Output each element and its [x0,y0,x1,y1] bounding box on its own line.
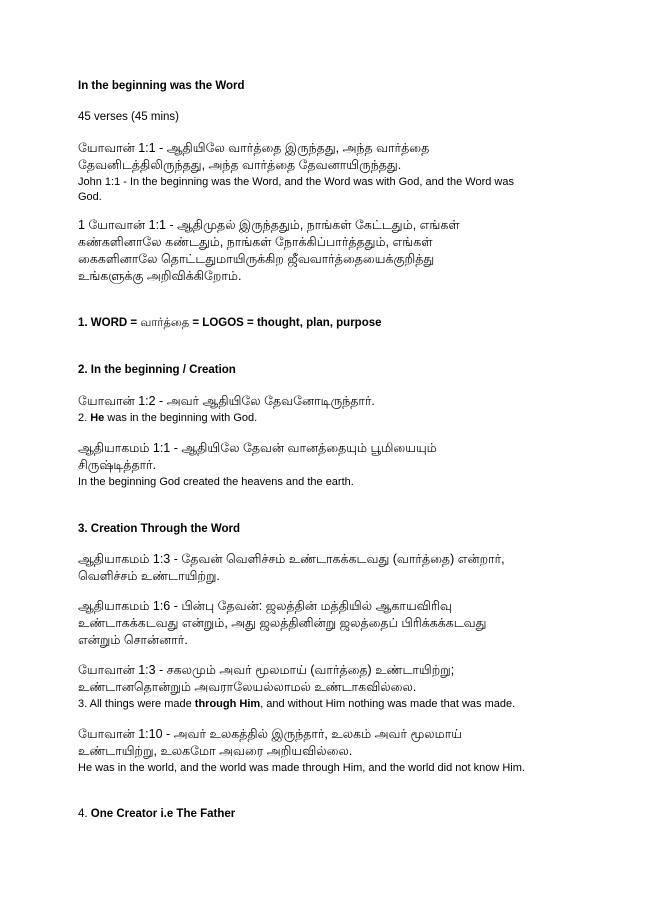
document-title: In the beginning was the Word [78,80,245,92]
heading-suffix: = LOGOS = thought, plan, purpose [189,317,382,329]
verse-tamil-line: ஆதியாகமம் 1:6 - பின்பு தேவன்: ஜலத்தின் மத்தியில் ஆகாயவிரிவு [78,599,452,613]
text-run: 3. All things were made [78,698,195,710]
verse-tamil-line: கண்களினாலே கண்டதும், நாங்கள் நோக்கிப்பார்த்ததும், எங்கள் [78,235,433,249]
section-heading-creation: 3. Creation Through the Word [78,523,241,535]
verse-tamil-line: யோவான் 1:2 - அவர் ஆதியிலே தேவனோடிருந்தார். [78,394,375,408]
verse-english-line: God. [78,191,102,203]
heading-number: 4. [78,808,91,820]
verse-tamil-line: கைகளினாலே தொட்டதுமாயிருக்கிற ஜீவவார்த்தையைக்குறித்து [78,252,435,266]
verse-english-line: He was in the world, and the world was made through Him, and the world did not know Him. [78,762,525,774]
emphasis-text: He [90,412,105,424]
verse-tamil-line: தேவனிடத்திலிருந்தது, அந்த வார்த்தை தேவனாயிருந்தது. [78,158,402,172]
section-heading-word [78,318,382,330]
verse-tamil-line: உண்டாயிற்று, உலகமோ அவரை அறியவில்லை. [78,744,353,758]
verse-tamil-line: ஆதியாகமம் 1:1 - ஆதியிலே தேவன் வானத்தையும் பூமியையும் [78,441,437,455]
verse-english-line: In the beginning God created the heavens and the earth. [78,476,354,488]
emphasis-text: through Him [194,698,261,710]
verse-tamil-line: உண்டானதொன்றும் அவராலேயல்லாமல் உண்டாகவில்லை. [78,680,417,694]
text-run: was in the beginning with God. [104,412,258,424]
verse-english-line: John 1:1 - In the beginning was the Word, and the Word was with God, and the Word was [78,176,514,188]
verse-tamil-line: 1 யோவான் 1:1 - ஆதிமுதல் இருந்ததும், நாங்கள் கேட்டதும், எங்கள் [78,218,460,232]
verse-count: 45 verses (45 mins) [78,111,179,123]
verse-tamil-line: யோவான் 1:1 - ஆதியிலே வார்த்தை இருந்தது, அந்த வார்த்தை [78,141,430,155]
heading-text: One Creator i.e The Father [90,808,236,820]
verse-tamil-line: உங்களுக்கு அறிவிக்கிறோம். [78,269,242,283]
section-heading-creator [78,809,235,821]
section-heading-beginning: 2. In the beginning / Creation [78,364,236,376]
text-run: 2. [78,412,91,424]
verse-tamil-line: யோவான் 1:10 - அவர் உலகத்தில் இருந்தார், உலகம் அவர் மூலமாய் [78,727,462,741]
heading-prefix: 1. WORD = [78,317,141,329]
text-run: , and without Him nothing was made that was made. [260,698,516,710]
verse-english-line [78,699,515,710]
verse-english-line [78,413,257,424]
verse-tamil-line: வெளிச்சம் உண்டாயிற்று. [78,569,220,583]
heading-tamil-word: வார்த்தை [140,317,190,329]
verse-tamil-line: யோவான் 1:3 - சகலமும் அவர் மூலமாய் (வார்த்தை) உண்டாயிற்று; [78,663,455,677]
verse-tamil-line: என்றும் சொன்னார். [78,633,188,647]
verse-tamil-line: உண்டாகக்கடவது என்றும், அது ஜலத்தினின்று ஜலத்தைப் பிரிக்கக்கடவது [78,616,487,630]
verse-tamil-line: ஆதியாகமம் 1:3 - தேவன் வெளிச்சம் உண்டாகக்கடவது (வார்த்தை) என்றார், [78,552,505,566]
verse-tamil-line: சிருஷ்டித்தார். [78,458,157,472]
